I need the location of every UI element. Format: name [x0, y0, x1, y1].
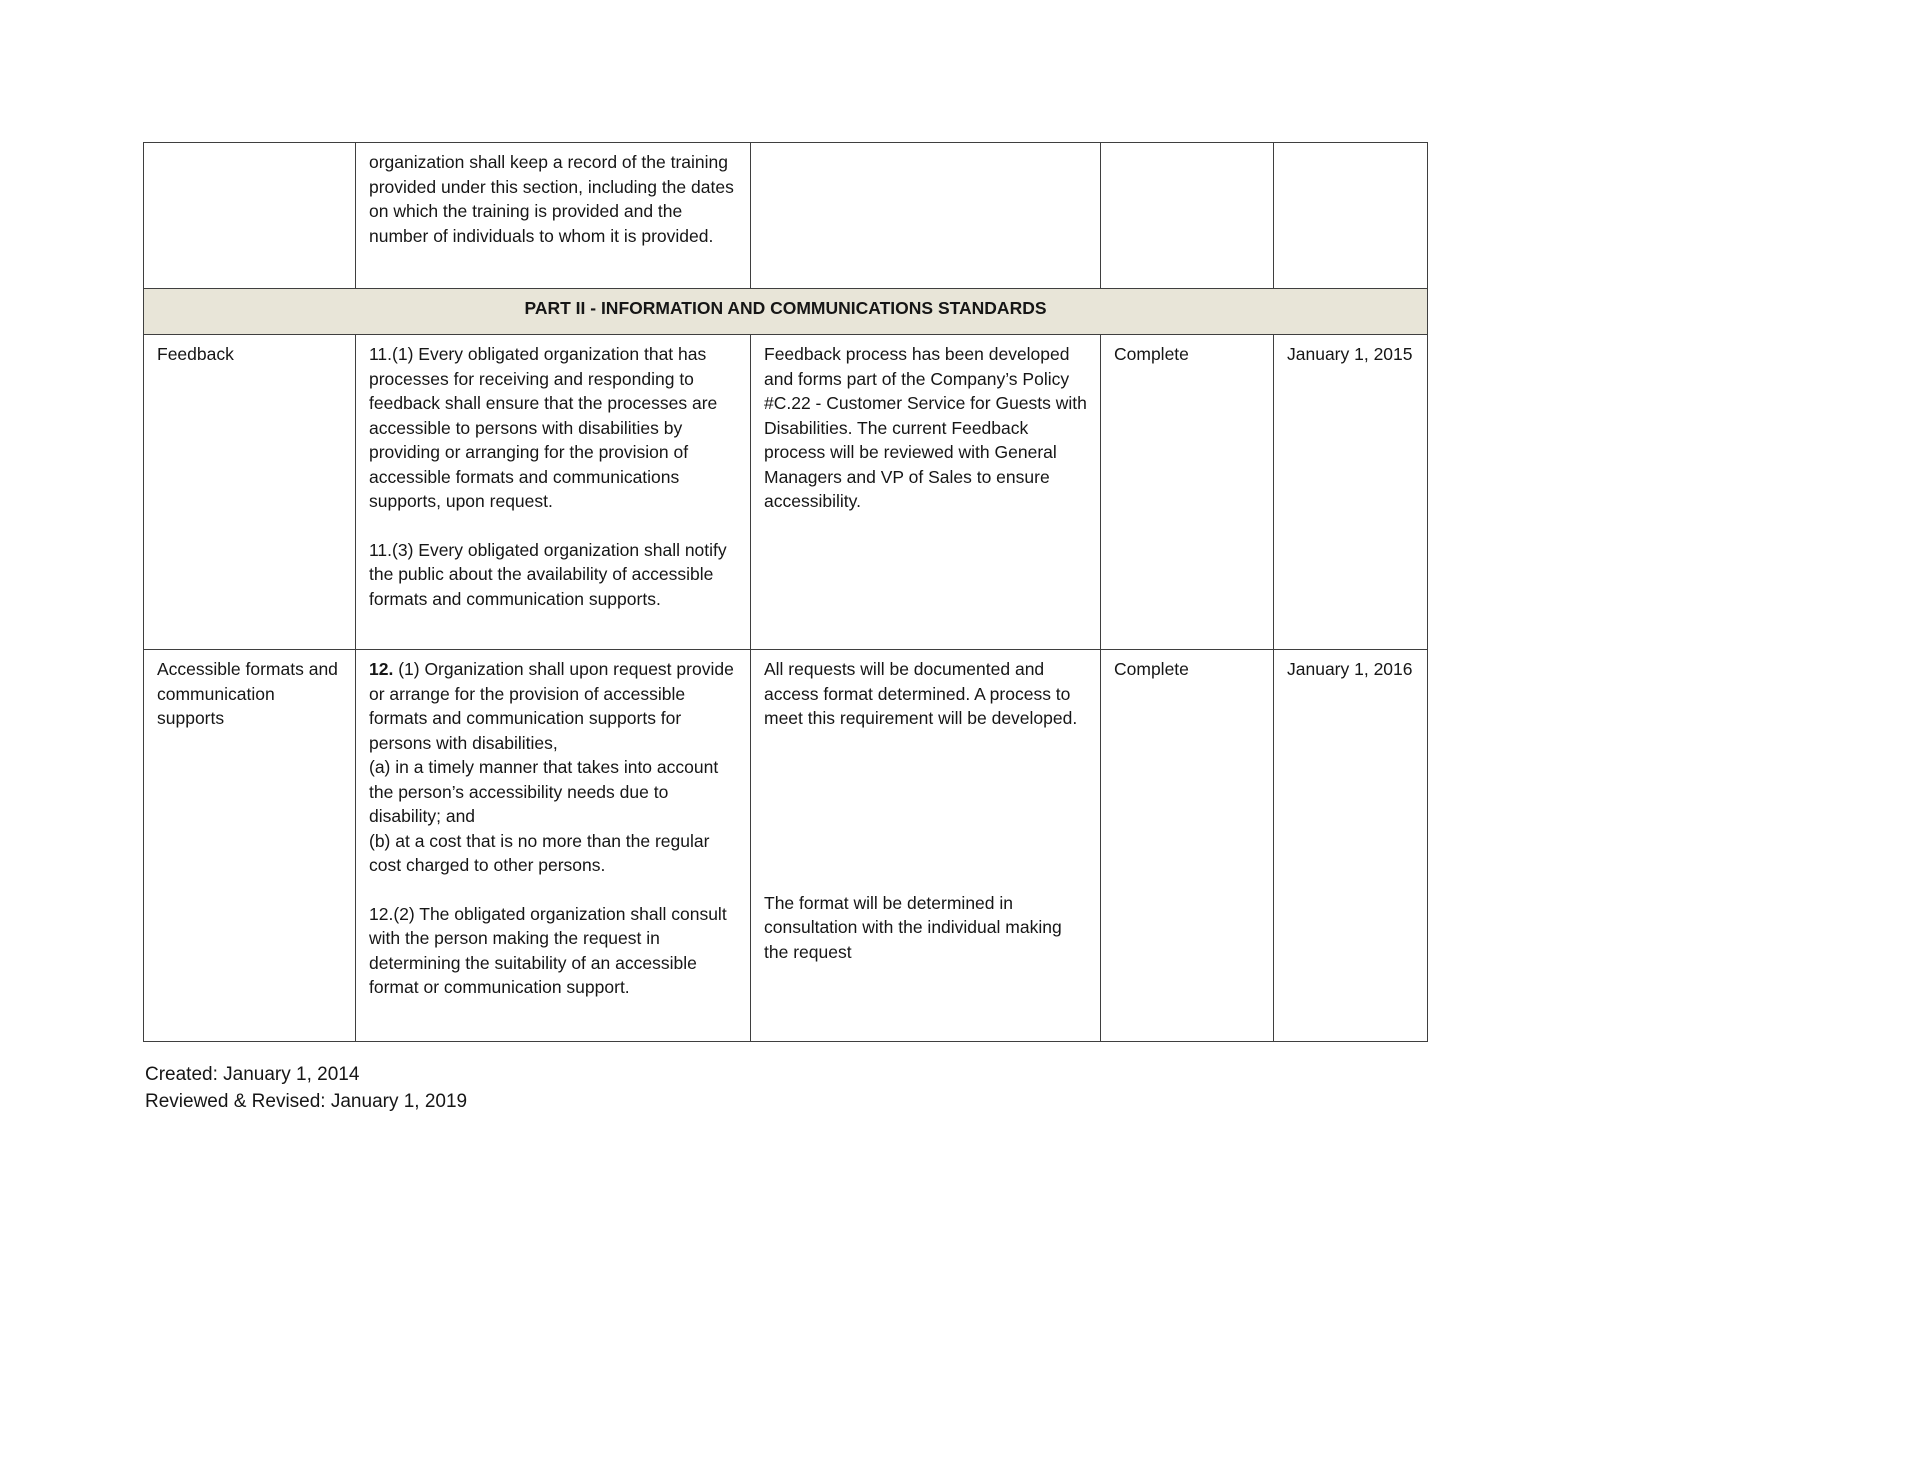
created-date-text: Created: January 1, 2014: [145, 1064, 360, 1085]
category-cell: [144, 143, 356, 289]
action-paragraph: All requests will be documented and access format determined. A process to meet this requirement will be developed.: [764, 659, 1078, 728]
requirement-subitem-b: (b) at a cost that is no more than the regular cost charged to other persons.: [369, 830, 710, 875]
section-header-row: [144, 289, 1428, 335]
category-text: Feedback: [157, 344, 234, 364]
action-cell: [751, 335, 1101, 650]
category-cell: [144, 650, 356, 1042]
date-cell: [1274, 143, 1428, 289]
requirement-subitem-a: (a) in a timely manner that takes into account the person’s accessibility needs due to disability; and: [369, 757, 719, 826]
status-text: Complete: [1114, 344, 1189, 364]
document-footer: [145, 1062, 467, 1116]
requirement-text: (1) Organization shall upon request provide or arrange for the provision of accessible formats and communication supports for persons with disabilities,: [369, 659, 734, 753]
table-row-accessible-formats: [144, 650, 1428, 1042]
requirement-lead: 12.: [369, 659, 394, 679]
status-text: Complete: [1114, 659, 1189, 679]
requirement-paragraph: [369, 657, 737, 755]
section-header: PART II - INFORMATION AND COMMUNICATIONS STANDARDS: [144, 289, 1428, 335]
requirement-text: organization shall keep a record of the training provided under this section, including the dates on which the training is provided and the number of individuals to whom it is provided.: [369, 152, 734, 246]
category-cell: [144, 335, 356, 650]
date-text: January 1, 2015: [1287, 344, 1413, 364]
action-cell: [751, 650, 1101, 1042]
requirement-cell: [356, 650, 751, 1042]
requirement-cell: [356, 335, 751, 650]
action-paragraph: Feedback process has been developed and forms part of the Company’s Policy #C.22 - Customer Service for Guests with Disabilities. The current Feedback process will be reviewed with General Managers and VP of Sales to ensure accessibility.: [764, 344, 1087, 511]
date-text: January 1, 2016: [1287, 659, 1413, 679]
requirement-paragraph: 12.(2) The obligated organization shall consult with the person making the request in determining the suitability of an accessible format or communication support.: [369, 903, 727, 997]
requirement-paragraph: 11.(3) Every obligated organization shall notify the public about the availability of accessible formats and communication supports.: [369, 539, 727, 609]
status-cell: [1101, 650, 1274, 1042]
date-cell: [1274, 650, 1428, 1042]
table-row-feedback: [144, 335, 1428, 650]
category-text: Accessible formats and communication supports: [157, 659, 338, 728]
status-cell: [1101, 335, 1274, 650]
revised-date-text: Reviewed & Revised: January 1, 2019: [145, 1090, 468, 1112]
status-cell: [1101, 143, 1274, 289]
requirement-paragraph: 11.(1) Every obligated organization that has processes for receiving and responding to feedback shall ensure that the processes are accessible to persons with disabilities by providing or arranging for the provision of accessible formats and communications supports, upon request.: [369, 344, 718, 511]
compliance-table: [143, 142, 1428, 1042]
action-paragraph: The format will be determined in consultation with the individual making the request: [764, 892, 1062, 962]
date-cell: [1274, 335, 1428, 650]
requirement-cell: [356, 143, 751, 289]
action-cell: [751, 143, 1101, 289]
table-row-continuation: [144, 143, 1428, 289]
